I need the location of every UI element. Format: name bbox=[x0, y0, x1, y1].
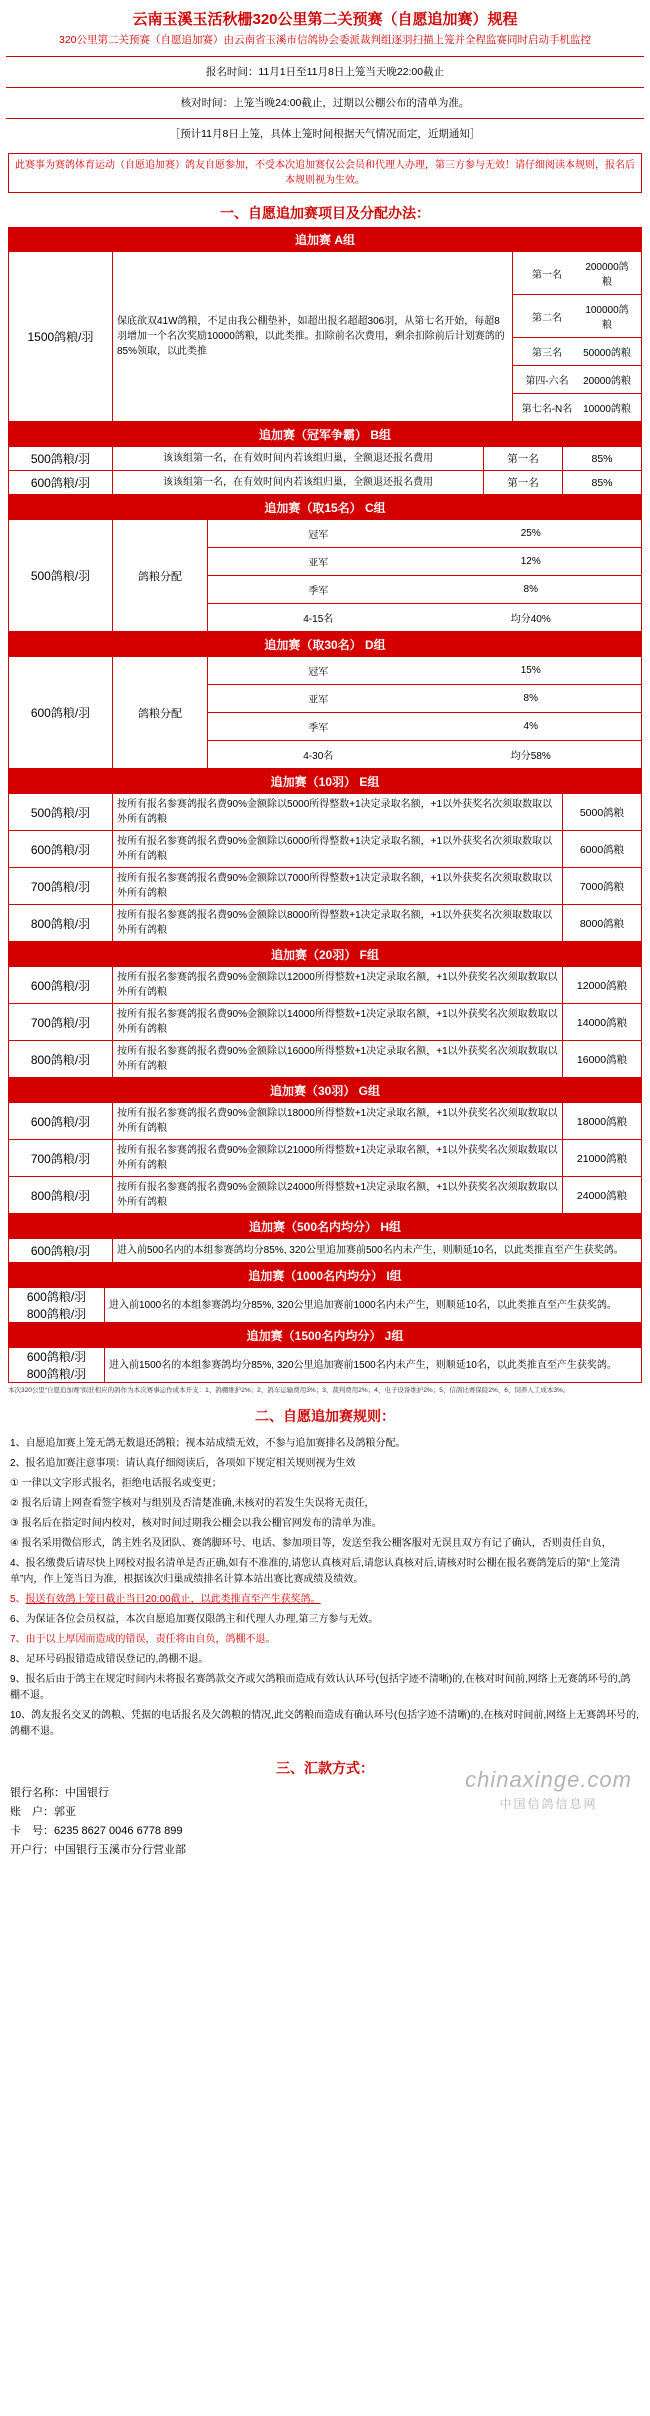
group-g-fee-1: 700鸽粮/羽 bbox=[9, 1140, 113, 1177]
prize-rank: 第四-六名 bbox=[525, 376, 569, 387]
group-a-band: 追加赛 A组 bbox=[9, 228, 642, 252]
prize-rank: 第一名 bbox=[532, 269, 562, 281]
bank-account-holder: 账 户：郭亚 bbox=[10, 1806, 76, 1818]
group-d-fee: 600鸽粮/羽 bbox=[9, 657, 113, 769]
rule-text: 报名后在指定时间内校对，核对时间过期我公棚会以我公棚官网发布的清单为准。 bbox=[21, 1518, 382, 1529]
rank-value: 15% bbox=[520, 665, 541, 676]
group-e-amount-2: 7000鸽粮 bbox=[563, 868, 642, 905]
prize-amount: 20000鸽粮 bbox=[583, 376, 631, 387]
group-e-desc-3: 按所有报名参赛鸽报名费90%金额除以8000所得整数+1决定录取名额，+1以外获奖名次须取数取以外所有鸽粮 bbox=[113, 905, 563, 942]
group-j-fee-2: 800鸽粮/羽 bbox=[26, 1367, 87, 1381]
page-subtitle: 320公里第二关预赛（自愿追加赛）由云南省玉溪市信鸽协会委派裁判组逐羽扫描上笼并全程监赛同时启动手机监控 bbox=[58, 34, 592, 46]
group-g-band: 追加赛（30羽） G组 bbox=[9, 1079, 642, 1103]
group-e-fee-1: 600鸽粮/羽 bbox=[9, 831, 113, 868]
rule-number: 1 bbox=[10, 1438, 16, 1449]
group-c-item-3 bbox=[208, 604, 642, 632]
rule-text: 足环号码报错造成错误登记的,鸽棚不退。 bbox=[25, 1654, 209, 1665]
group-h bbox=[8, 1214, 642, 1263]
group-d-item-1 bbox=[208, 685, 642, 713]
divider bbox=[6, 56, 644, 57]
group-d-mid: 鸽粮分配 bbox=[113, 657, 208, 769]
rule-item bbox=[10, 1536, 640, 1552]
rule-item: 2、报名追加赛注意事项：请认真仔细阅读后，各项如下规定相关规则视为生效 bbox=[10, 1458, 356, 1469]
rank-label: 冠军 bbox=[308, 530, 329, 541]
group-b-fee-2: 600鸽粮/羽 bbox=[9, 471, 113, 495]
group-e-amount-0: 5000鸽粮 bbox=[563, 794, 642, 831]
group-e-amount-1: 6000鸽粮 bbox=[563, 831, 642, 868]
bank-card-number: 卡 号：6235 8627 0046 6778 899 bbox=[10, 1825, 183, 1837]
rule-item: 4、报名缴费后请尽快上网校对报名清单是否正确,如有不准准的,请您认真核对后,请您认真核对后,请核对时公棚在报名赛鸽笼后的第“上笼清单”内，作上笼当日为准，根据该次归巢成绩排名计算本站出赛比赛成绩及绩效。 bbox=[10, 1558, 621, 1585]
group-d-item-0 bbox=[208, 657, 642, 685]
rule-item: 6、为保证各位会员权益，本次自愿追加赛仅限鸽主和代理人办理,第三方参与无效。 bbox=[10, 1614, 379, 1625]
group-f-amount-0: 12000鸽粮 bbox=[563, 967, 642, 1004]
group-e-fee-3: 800鸽粮/羽 bbox=[9, 905, 113, 942]
group-c-item-0 bbox=[208, 520, 642, 548]
group-a-desc: 保底欲双41W鸽粮，不足由我公棚垫补，如超出报名超超306羽，从第七名开始，每超8羽增加一个名次奖励10000鸽粮，以此类推。扣除前名次费用，剩余扣除前后计划赛鸽的85%领取，以此类推 bbox=[113, 252, 513, 422]
rank-value: 25% bbox=[520, 528, 541, 539]
group-a bbox=[8, 227, 642, 422]
group-j-desc: 进入前1500名的本组参赛鸽均分85%, 320公里追加赛前1500名内未产生，则顺延10名，以此类推直至产生获奖鸽。 bbox=[105, 1348, 642, 1383]
page-title: 云南玉溪玉活秋栅320公里第二关预赛（自愿追加赛）规程 bbox=[132, 11, 518, 28]
group-c-mid: 鸽粮分配 bbox=[113, 520, 208, 632]
rule-number: 6 bbox=[10, 1614, 16, 1625]
section-heading-2: 二、自愿追加赛规则： bbox=[0, 1402, 650, 1430]
rule-text: 自愿追加赛上笼无鸽无数退还鸽粮；视本站成绩无效，不参与追加赛排名及鸽粮分配。 bbox=[25, 1438, 406, 1449]
group-f-desc-0: 按所有报名参赛鸽报名费90%金额除以12000所得整数+1决定录取名额，+1以外获奖名次须取数取以外所有鸽粮 bbox=[113, 967, 563, 1004]
section-heading-3: 三、汇款方式： bbox=[0, 1754, 650, 1782]
rule-text: 为保证各位会员权益，本次自愿追加赛仅限鸽主和代理人办理,第三方参与无效。 bbox=[25, 1614, 379, 1625]
rule-text: 鸽友报名交叉的鸽粮、凭据的电话报名及欠鸽粮的情况,此交鸽粮而造成有确认环号(包括字迹不清晰)的,在核对时间前,网络上无赛鸽环号的,鸽棚不退。 bbox=[10, 1710, 639, 1737]
group-b-fee-1: 500鸽粮/羽 bbox=[9, 447, 113, 471]
rank-label: 亚军 bbox=[308, 558, 329, 569]
group-b-band: 追加赛（冠军争霸） B组 bbox=[9, 423, 642, 447]
group-b-desc-1: 该该组第一名，在有效时间内若该组归巢，全额退还报名费用 bbox=[113, 447, 484, 471]
prize-row bbox=[513, 366, 642, 394]
group-d-band: 追加赛（取30名） D组 bbox=[9, 633, 642, 657]
rule-item: 1、自愿追加赛上笼无鸽无数退还鸽粮；视本站成绩无效，不参与追加赛排名及鸽粮分配。 bbox=[10, 1438, 406, 1449]
rule-number: 7 bbox=[10, 1634, 16, 1645]
group-b-rank-1: 第一名 bbox=[484, 447, 563, 471]
group-h-band: 追加赛（500名内均分） H组 bbox=[9, 1215, 642, 1239]
rank-label: 季军 bbox=[308, 586, 329, 597]
rule-text: 报名后由于鸽主在规定时间内未将报名赛鸽款交齐或欠鸽粮而造成有效认认环号(包括字迹不清晰)的,在核对时间前,网络上无赛鸽环号的,鸽棚不退。 bbox=[10, 1674, 631, 1701]
group-e-band: 追加赛（10羽） E组 bbox=[9, 770, 642, 794]
group-c-fee: 500鸽粮/羽 bbox=[9, 520, 113, 632]
rule-text: 报名追加赛注意事项：请认真仔细阅读后，各项如下规定相关规则视为生效 bbox=[25, 1458, 356, 1469]
rule-item: 9、报名后由于鸽主在规定时间内未将报名赛鸽款交齐或欠鸽粮而造成有效认认环号(包括字迹不清晰)的,在核对时间前,网络上无赛鸽环号的,鸽棚不退。 bbox=[10, 1674, 631, 1701]
group-g bbox=[8, 1078, 642, 1214]
rule-number: 5 bbox=[10, 1594, 16, 1605]
group-d-item-2 bbox=[208, 713, 642, 741]
rule-number: 4 bbox=[10, 1558, 16, 1569]
group-e bbox=[8, 769, 642, 942]
rule-number: 2 bbox=[10, 1458, 16, 1469]
signup-time: 报名时间：11月1日至11月8日上笼当天晚22:00截止 bbox=[205, 66, 445, 78]
rank-value: 均分40% bbox=[510, 614, 551, 625]
group-a-fee: 1500鸽粮/羽 bbox=[9, 252, 113, 422]
group-i bbox=[8, 1263, 642, 1323]
group-i-desc: 进入前1000名的本组参赛鸽均分85%, 320公里追加赛前1000名内未产生，则顺延10名，以此类推直至产生获奖鸽。 bbox=[105, 1288, 642, 1323]
group-j-band: 追加赛（1500名内均分） J组 bbox=[9, 1324, 642, 1348]
prize-row bbox=[513, 394, 642, 422]
group-j bbox=[8, 1323, 642, 1383]
group-g-amount-0: 18000鸽粮 bbox=[563, 1103, 642, 1140]
group-c-item-1 bbox=[208, 548, 642, 576]
group-i-band: 追加赛（1000名内均分） I组 bbox=[9, 1264, 642, 1288]
group-b bbox=[8, 422, 642, 495]
prize-amount: 10000鸽粮 bbox=[583, 404, 631, 415]
group-f-amount-1: 14000鸽粮 bbox=[563, 1004, 642, 1041]
watermark-text: 中国信鸽信息网 bbox=[499, 1797, 598, 1811]
prize-amount: 200000鸽粮 bbox=[585, 262, 629, 288]
divider bbox=[6, 87, 644, 88]
rule-item bbox=[10, 1496, 640, 1512]
prize-row bbox=[513, 252, 642, 295]
group-j-fee-1: 600鸽粮/羽 bbox=[26, 1350, 87, 1364]
rule-number: ③ bbox=[10, 1518, 19, 1529]
group-f-amount-2: 16000鸽粮 bbox=[563, 1041, 642, 1078]
watermark-site: chinaxinge.com bbox=[465, 1767, 632, 1792]
watermark bbox=[465, 1767, 632, 1812]
group-b-rank-2: 第一名 bbox=[484, 471, 563, 495]
rule-item: 5、报送有效鸽上笼日截止当日20:00截止，以此类推直至产生获奖鸽。 bbox=[10, 1594, 321, 1605]
divider bbox=[6, 118, 644, 119]
group-b-desc-2: 该该组第一名，在有效时间内若该组归巢，全额退还报名费用 bbox=[113, 471, 484, 495]
group-f-fee-1: 700鸽粮/羽 bbox=[9, 1004, 113, 1041]
group-g-amount-1: 21000鸽粮 bbox=[563, 1140, 642, 1177]
rank-label: 冠军 bbox=[308, 667, 329, 678]
group-i-fees bbox=[9, 1288, 105, 1323]
group-f-desc-1: 按所有报名参赛鸽报名费90%金额除以14000所得整数+1决定录取名额，+1以外获奖名次须取数取以外所有鸽粮 bbox=[113, 1004, 563, 1041]
rank-label: 亚军 bbox=[308, 695, 329, 706]
rank-value: 4% bbox=[523, 721, 538, 732]
group-e-desc-0: 按所有报名参赛鸽报名费90%金额除以5000所得整数+1决定录取名额，+1以外获奖名次须取数取以外所有鸽粮 bbox=[113, 794, 563, 831]
group-f bbox=[8, 942, 642, 1078]
rule-number: ① bbox=[10, 1478, 19, 1489]
group-c-band: 追加赛（取15名） C组 bbox=[9, 496, 642, 520]
rank-value: 8% bbox=[523, 584, 538, 595]
rule-item: 10、鸽友报名交叉的鸽粮、凭据的电话报名及欠鸽粮的情况,此交鸽粮而造成有确认环号(包括字迹不清晰)的,在核对时间前,网络上无赛鸽环号的,鸽棚不退。 bbox=[10, 1710, 639, 1737]
group-e-amount-3: 8000鸽粮 bbox=[563, 905, 642, 942]
section-heading-1: 一、自愿追加赛项目及分配办法： bbox=[0, 199, 650, 227]
rule-item: 7、由于以上厚因而造成的错误，责任将由自负，鸽棚不退。 bbox=[10, 1634, 276, 1645]
cost-footnote: 本次320公里“自愿追加赛”拟驻相应的鸽作为本次赛事运作成本开支：1、鸽棚维护2%；2、鸽车运输费用3%；3、裁判费用2%；4、电子设备维护2%；5、信鸽比赛保险2%、6、饲养人工成本3%。 bbox=[8, 1387, 570, 1394]
group-g-fee-0: 600鸽粮/羽 bbox=[9, 1103, 113, 1140]
bank-branch: 开户行：中国银行玉溪市分行营业部 bbox=[10, 1844, 186, 1856]
rule-number: ② bbox=[10, 1498, 19, 1509]
rule-item: 8、足环号码报错造成错误登记的,鸽棚不退。 bbox=[10, 1654, 209, 1665]
group-b-pct-1: 85% bbox=[563, 447, 642, 471]
prize-row bbox=[513, 338, 642, 366]
prize-row bbox=[513, 295, 642, 338]
group-h-desc: 进入前500名内的本组参赛鸽均分85%, 320公里追加赛前500名内未产生，则顺延10名，以此类推直至产生获奖鸽。 bbox=[113, 1239, 642, 1263]
group-d-item-3 bbox=[208, 741, 642, 769]
rule-number: 8 bbox=[10, 1654, 16, 1665]
group-g-desc-0: 按所有报名参赛鸽报名费90%金额除以18000所得整数+1决定录取名额，+1以外获奖名次须取数取以外所有鸽粮 bbox=[113, 1103, 563, 1140]
group-f-fee-0: 600鸽粮/羽 bbox=[9, 967, 113, 1004]
rule-number: ④ bbox=[10, 1538, 19, 1549]
rank-value: 12% bbox=[520, 556, 541, 567]
rank-label: 季军 bbox=[308, 723, 329, 734]
group-e-desc-2: 按所有报名参赛鸽报名费90%金额除以7000所得整数+1决定录取名额，+1以外获奖名次须取数取以外所有鸽粮 bbox=[113, 868, 563, 905]
group-g-fee-2: 800鸽粮/羽 bbox=[9, 1177, 113, 1214]
disclaimer-note: 此赛事为赛鸽体育运动（自愿追加赛）鸽友自愿参加，不受本次追加赛仅公会员和代理人办理，第三方参与无效！请仔细阅读本规则，报名后本规则视为生效。 bbox=[8, 153, 642, 193]
group-i-fee-2: 800鸽粮/羽 bbox=[26, 1307, 87, 1321]
rank-value: 8% bbox=[523, 693, 538, 704]
rule-text: 一律以文字形式报名，拒绝电话报名或变更； bbox=[21, 1478, 222, 1489]
bank-name: 银行名称：中国银行 bbox=[10, 1787, 109, 1799]
group-f-desc-2: 按所有报名参赛鸽报名费90%金额除以16000所得整数+1决定录取名额，+1以外获奖名次须取数取以外所有鸽粮 bbox=[113, 1041, 563, 1078]
rule-number: 9 bbox=[10, 1674, 16, 1685]
prize-amount: 50000鸽粮 bbox=[583, 348, 631, 359]
expected-date: ［预计11月8日上笼，具体上笼时间根据天气情况而定，近期通知］ bbox=[169, 128, 481, 140]
group-c bbox=[8, 495, 642, 632]
prize-rank: 第七名-N名 bbox=[521, 404, 573, 415]
group-g-desc-2: 按所有报名参赛鸽报名费90%金额除以24000所得整数+1决定录取名额，+1以外获奖名次须取数取以外所有鸽粮 bbox=[113, 1177, 563, 1214]
group-e-fee-0: 500鸽粮/羽 bbox=[9, 794, 113, 831]
rule-text: 报名后请上网查看签字核对与组别及否清楚准确,未核对的若发生失误将无责任， bbox=[21, 1498, 375, 1509]
prize-rank: 第二名 bbox=[532, 312, 562, 324]
rank-label: 4-15名 bbox=[303, 614, 334, 625]
rule-text: 报名缴费后请尽快上网校对报名清单是否正确,如有不准准的,请您认真核对后,请您认真核对后,请核对时公棚在报名赛鸽笼后的第“上笼清单”内，作上笼当日为准，根据该次归巢成绩排名计算本站出赛比赛成绩及绩效。 bbox=[10, 1558, 621, 1585]
group-i-fee-1: 600鸽粮/羽 bbox=[26, 1290, 87, 1304]
group-d bbox=[8, 632, 642, 769]
rule-text: 由于以上厚因而造成的错误，责任将由自负，鸽棚不退。 bbox=[25, 1634, 276, 1645]
rule-item bbox=[10, 1516, 640, 1532]
group-g-amount-2: 24000鸽粮 bbox=[563, 1177, 642, 1214]
group-e-fee-2: 700鸽粮/羽 bbox=[9, 868, 113, 905]
rules-list bbox=[0, 1430, 650, 1750]
prize-rank: 第三名 bbox=[532, 348, 562, 359]
group-c-item-2 bbox=[208, 576, 642, 604]
group-b-pct-2: 85% bbox=[563, 471, 642, 495]
group-e-desc-1: 按所有报名参赛鸽报名费90%金额除以6000所得整数+1决定录取名额，+1以外获奖名次须取数取以外所有鸽粮 bbox=[113, 831, 563, 868]
rule-number: 10 bbox=[10, 1710, 22, 1721]
group-h-fee: 600鸽粮/羽 bbox=[9, 1239, 113, 1263]
rule-text: 报名采用微信形式，鸽主姓名及团队、赛鸽脚环号、电话、参加项目等，发送至我公棚客服对无误且双方有记了确认，否则责任自负， bbox=[21, 1538, 612, 1549]
group-g-desc-1: 按所有报名参赛鸽报名费90%金额除以21000所得整数+1决定录取名额，+1以外获奖名次须取数取以外所有鸽粮 bbox=[113, 1140, 563, 1177]
rule-item bbox=[10, 1476, 640, 1492]
group-j-fees bbox=[9, 1348, 105, 1383]
rank-value: 均分58% bbox=[510, 751, 551, 762]
verify-time: 核对时间：上笼当晚24:00截止，过期以公棚公布的清单为准。 bbox=[180, 97, 470, 109]
rule-text: 报送有效鸽上笼日截止当日20:00截止，以此类推直至产生获奖鸽。 bbox=[25, 1594, 321, 1605]
group-f-fee-2: 800鸽粮/羽 bbox=[9, 1041, 113, 1078]
rank-label: 4-30名 bbox=[303, 751, 334, 762]
prize-amount: 100000鸽粮 bbox=[585, 305, 629, 331]
group-f-band: 追加赛（20羽） F组 bbox=[9, 943, 642, 967]
